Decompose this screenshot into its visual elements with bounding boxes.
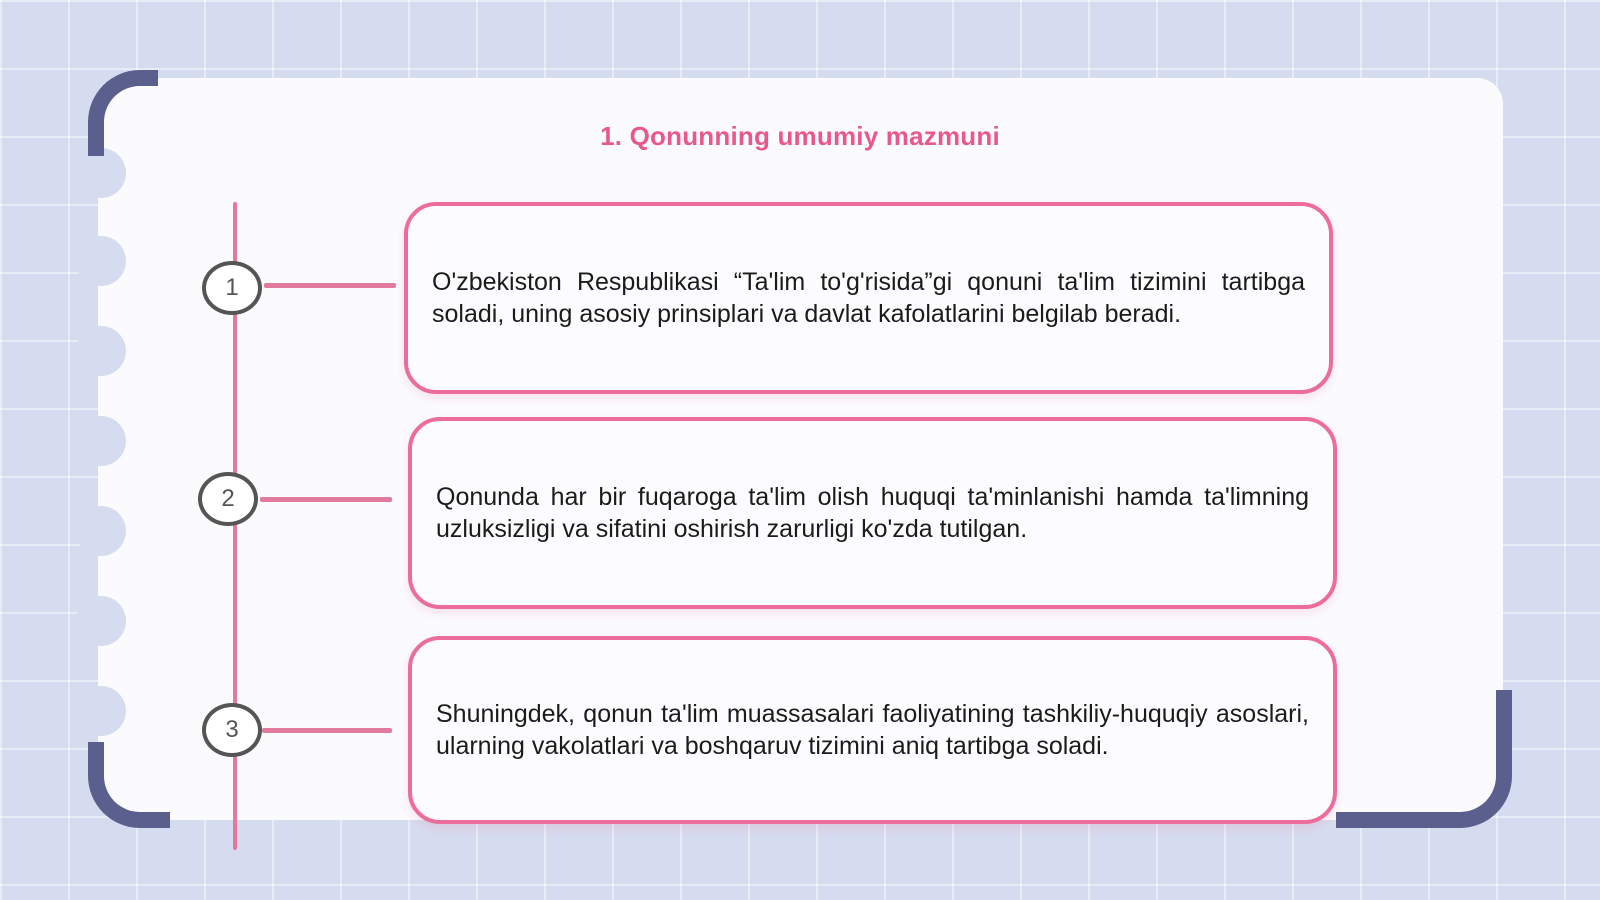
step-number-1: 1 (202, 261, 262, 315)
card-edge-notch (76, 326, 126, 376)
corner-bracket-top-left (88, 70, 158, 156)
info-box-2 (408, 417, 1337, 609)
timeline-connector-3 (262, 728, 392, 733)
info-text-2: Qonunda har bir fuqaroga ta'lim olish huquqi ta'minlanishi hamda ta'limning uzluksizligi va sifatini oshirish zarurligi ko'zda tutilgan. (436, 483, 1309, 543)
step-number-2: 2 (198, 472, 258, 526)
timeline-connector-2 (260, 497, 392, 502)
corner-bracket-bottom-left (88, 742, 170, 828)
card-edge-notch (76, 506, 126, 556)
card-edge-notch (76, 236, 126, 286)
card-edge-notch (76, 596, 126, 646)
info-box-3 (408, 636, 1337, 824)
slide-title: 1. Qonunning umumiy mazmuni (600, 121, 1000, 151)
info-box-1 (404, 202, 1333, 394)
timeline-connector-1 (264, 283, 396, 288)
corner-bracket-bottom-right (1336, 690, 1512, 828)
step-number-3: 3 (202, 703, 262, 757)
info-text-1: O'zbekiston Respublikasi “Ta'lim to'g'risida”gi qonuni ta'lim tizimini tartibga soladi, uning asosiy prinsiplari va davlat kafolatlarini belgilab beradi. (432, 268, 1305, 328)
info-text-3: Shuningdek, qonun ta'lim muassasalari faoliyatining tashkiliy-huquqiy asoslari, ularning vakolatlari va boshqaruv tizimini aniq tartibga soladi. (436, 700, 1309, 760)
card-edge-notch (76, 686, 126, 736)
card-edge-notch (76, 416, 126, 466)
